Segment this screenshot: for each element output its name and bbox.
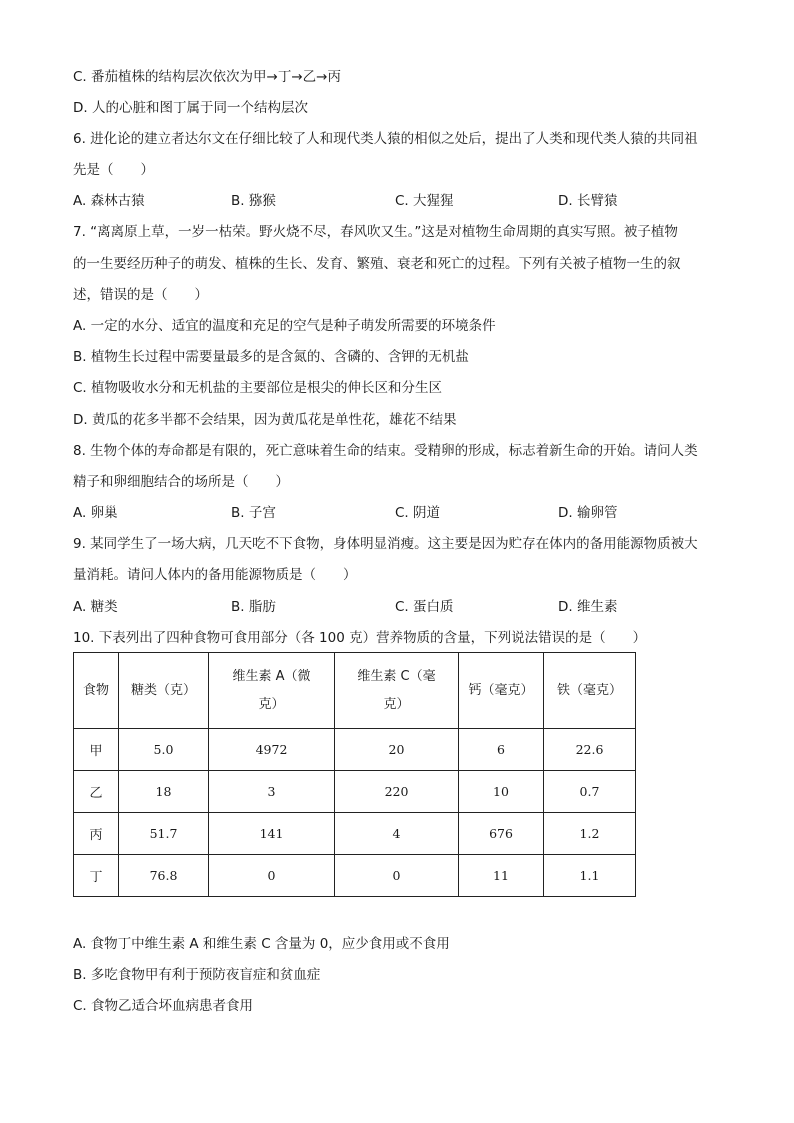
q8-option-d: D. 输卵管 — [558, 505, 618, 521]
q8-stem-line2: 精子和卵细胞结合的场所是（ ） — [73, 474, 289, 490]
table-row — [74, 771, 636, 813]
cell-sugar: 76.8 — [119, 855, 209, 897]
cell-iron: 0.7 — [544, 771, 636, 813]
q7-option-c: C. 植物吸收水分和无机盐的主要部位是根尖的伸长区和分生区 — [73, 380, 443, 396]
q7-stem-line2: 的一生要经历种子的萌发、植株的生长、发育、繁殖、衰老和死亡的过程。下列有关被子植物一生的叙 — [73, 256, 681, 272]
cell-calcium: 10 — [459, 771, 544, 813]
cell-vitamin-c: 220 — [335, 771, 459, 813]
header-vitamin-c-line1: 维生素 C（毫 — [357, 668, 436, 684]
q6-option-b: B. 猕猴 — [231, 193, 276, 209]
cell-iron: 1.1 — [544, 855, 636, 897]
header-sugar: 糖类（克） — [119, 653, 209, 729]
header-food: 食物 — [74, 653, 119, 729]
cell-calcium: 6 — [459, 729, 544, 771]
q9-stem-line2: 量消耗。请问人体内的备用能源物质是（ ） — [73, 567, 357, 583]
cell-calcium: 676 — [459, 813, 544, 855]
table-row — [74, 855, 636, 897]
header-vitamin-a — [209, 653, 335, 729]
cell-vitamin-a: 141 — [209, 813, 335, 855]
cell-vitamin-a: 4972 — [209, 729, 335, 771]
cell-iron: 1.2 — [544, 813, 636, 855]
q6-option-c: C. 大猩猩 — [395, 193, 454, 209]
q8-stem-line1: 8. 生物个体的寿命都是有限的，死亡意味着生命的结束。受精卵的形成，标志着新生命的开始。请问人类 — [73, 443, 698, 459]
q9-options — [73, 597, 733, 617]
q7-stem-line1: 7. “离离原上草，一岁一枯荣。野火烧不尽，春风吹又生。”这是对植物生命周期的真实写照。被子植物 — [73, 224, 678, 240]
table-row — [74, 729, 636, 771]
q5-option-d: D. 人的心脏和图丁属于同一个结构层次 — [73, 100, 308, 116]
cell-vitamin-a: 3 — [209, 771, 335, 813]
q6-option-a: A. 森林古猿 — [73, 193, 145, 209]
header-iron: 铁（毫克） — [544, 653, 636, 729]
q9-option-a: A. 糖类 — [73, 599, 118, 615]
q8-option-c: C. 阴道 — [395, 505, 441, 521]
q10-stem: 10. 下表列出了四种食物可食用部分（各 100 克）营养物质的含量，下列说法错误的是（ ） — [73, 630, 647, 646]
q7-stem-line3: 述，错误的是（ ） — [73, 287, 208, 303]
q6-option-d: D. 长臂猿 — [558, 193, 618, 209]
q6-options — [73, 191, 733, 211]
cell-vitamin-a: 0 — [209, 855, 335, 897]
q7-option-a: A. 一定的水分、适宜的温度和充足的空气是种子萌发所需要的环境条件 — [73, 318, 496, 334]
q6-stem-line1: 6. 进化论的建立者达尔文在仔细比较了人和现代类人猿的相似之处后，提出了人类和现代类人猿的共同祖 — [73, 131, 698, 147]
q8-option-b: B. 子宫 — [231, 505, 276, 521]
table-row — [74, 813, 636, 855]
q9-stem-line1: 9. 某同学生了一场大病，几天吃不下食物，身体明显消瘦。这主要是因为贮存在体内的备用能源物质被大 — [73, 536, 698, 552]
q9-option-c: C. 蛋白质 — [395, 599, 454, 615]
cell-sugar: 5.0 — [119, 729, 209, 771]
cell-calcium: 11 — [459, 855, 544, 897]
header-vitamin-c — [335, 653, 459, 729]
q5-option-c: C. 番茄植株的结构层次依次为甲→丁→乙→丙 — [73, 69, 341, 85]
q9-option-b: B. 脂肪 — [231, 599, 276, 615]
q9-option-d: D. 维生素 — [558, 599, 618, 615]
q6-stem-line2: 先是（ ） — [73, 162, 154, 178]
q10-option-b: B. 多吃食物甲有利于预防夜盲症和贫血症 — [73, 967, 321, 983]
header-vitamin-a-line1: 维生素 A（微 — [232, 668, 311, 684]
header-calcium: 钙（毫克） — [459, 653, 544, 729]
cell-vitamin-c: 0 — [335, 855, 459, 897]
cell-iron: 22.6 — [544, 729, 636, 771]
cell-food: 丙 — [74, 813, 119, 855]
cell-food: 丁 — [74, 855, 119, 897]
q7-option-b: B. 植物生长过程中需要量最多的是含氮的、含磷的、含钾的无机盐 — [73, 349, 469, 365]
cell-food: 乙 — [74, 771, 119, 813]
cell-vitamin-c: 4 — [335, 813, 459, 855]
table-header-row — [74, 653, 636, 729]
cell-food: 甲 — [74, 729, 119, 771]
cell-sugar: 18 — [119, 771, 209, 813]
q10-option-c: C. 食物乙适合坏血病患者食用 — [73, 998, 254, 1014]
q7-option-d: D. 黄瓜的花多半都不会结果，因为黄瓜花是单性花，雄花不结果 — [73, 412, 457, 428]
q8-options — [73, 503, 733, 523]
cell-vitamin-c: 20 — [335, 729, 459, 771]
header-vitamin-a-line2: 克） — [258, 696, 285, 712]
cell-sugar: 51.7 — [119, 813, 209, 855]
q8-option-a: A. 卵巢 — [73, 505, 118, 521]
q10-option-a: A. 食物丁中维生素 A 和维生素 C 含量为 0，应少食用或不食用 — [73, 936, 450, 952]
header-vitamin-c-line2: 克） — [383, 696, 410, 712]
nutrition-table — [73, 652, 636, 897]
